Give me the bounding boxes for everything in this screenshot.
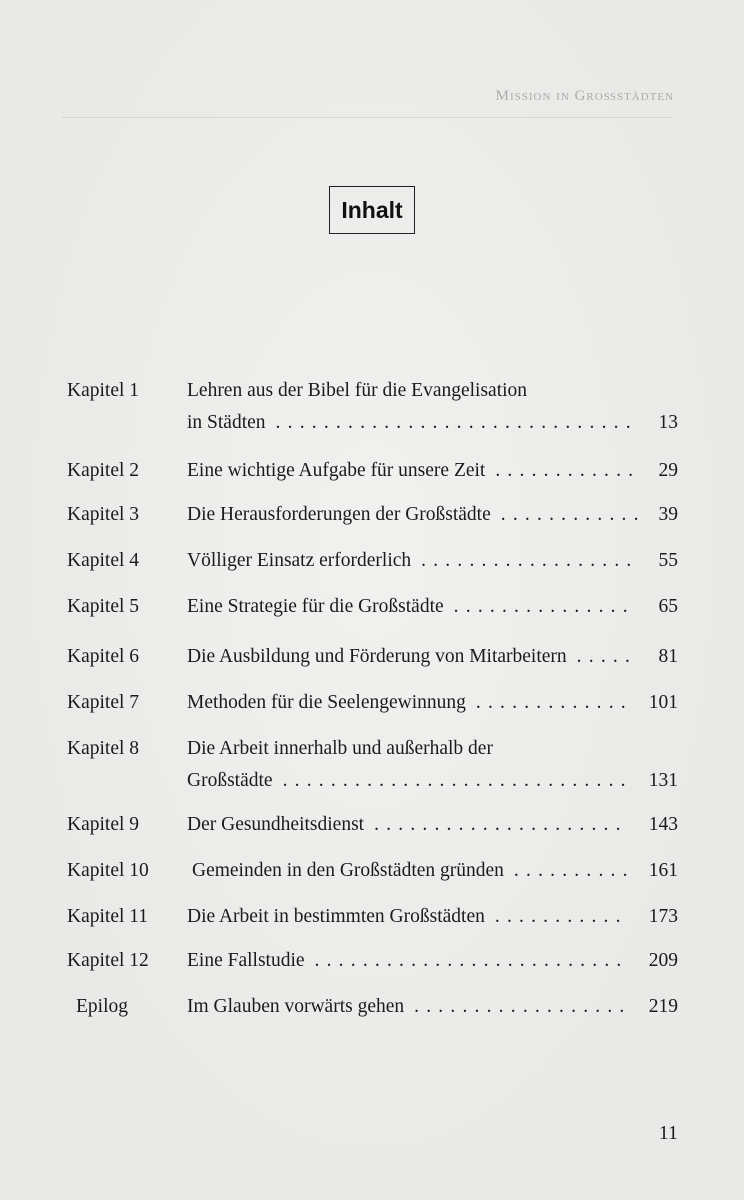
dot-leader: ............... <box>453 596 635 617</box>
dot-leader: ..... <box>576 646 638 667</box>
dot-leader: .......................... <box>314 950 629 971</box>
toc-entry-label: Kapitel 7 <box>67 692 140 713</box>
toc-entry-page: 209 <box>648 950 678 971</box>
running-head: Mission in Großstädten <box>495 88 674 104</box>
dot-leader: ............ <box>495 460 641 481</box>
toc-entry-label: Epilog <box>76 996 128 1017</box>
toc-entry-title: in Städten <box>187 412 266 433</box>
toc-entry-title: Die Arbeit innerhalb und außerhalb der <box>187 738 493 759</box>
dot-leader: ..................... <box>374 814 628 835</box>
dot-leader: .................. <box>421 550 639 571</box>
toc-entry-page: 173 <box>648 906 678 927</box>
toc-entry-title: Methoden für die Seelengewinnung <box>187 692 466 713</box>
toc-entry-page: 65 <box>658 596 678 617</box>
dot-leader: ........... <box>494 906 628 927</box>
dot-leader: .......... <box>513 860 635 881</box>
toc-entry-title: Eine Fallstudie <box>187 950 305 971</box>
toc-entry-label: Kapitel 1 <box>67 380 140 401</box>
toc-entry-title: Der Gesundheitsdienst <box>187 814 365 835</box>
toc-entry-label: Kapitel 11 <box>67 906 149 927</box>
toc-entry-label: Kapitel 10 <box>67 860 149 881</box>
toc-entry-title: Völliger Einsatz erforderlich <box>187 550 412 571</box>
toc-entry-page: 13 <box>658 412 678 433</box>
toc-entry-title: Die Herausforderungen der Großstädte <box>187 504 491 525</box>
toc-entry-title: Eine wichtige Aufgabe für unsere Zeit <box>187 460 486 481</box>
dot-leader: ............. <box>475 692 633 713</box>
contents-heading: Inhalt <box>329 186 415 234</box>
toc-entry-title: Großstädte <box>187 770 273 791</box>
toc-entry-page: 131 <box>648 770 678 791</box>
dot-leader: .................. <box>414 996 632 1017</box>
toc-entry-page: 101 <box>648 692 678 713</box>
toc-entry-page: 29 <box>658 460 678 481</box>
toc-entry-title: Eine Strategie für die Großstädte <box>187 596 444 617</box>
toc-entry-title: Die Ausbildung und Förderung von Mitarbeitern <box>187 646 567 667</box>
toc-entry-page: 161 <box>648 860 678 881</box>
dot-leader: ............ <box>500 504 646 525</box>
toc-entry-page: 219 <box>648 996 678 1017</box>
toc-entry-label: Kapitel 3 <box>67 504 140 525</box>
toc-entry-page: 39 <box>658 504 678 525</box>
toc-entry-page: 81 <box>658 646 678 667</box>
dot-leader: .............................. <box>275 412 638 433</box>
toc-entry-page: 143 <box>648 814 678 835</box>
toc-entry-title: Die Arbeit in bestimmten Großstädten <box>187 906 485 927</box>
toc-entry-label: Kapitel 6 <box>67 646 140 667</box>
toc-entry-label: Kapitel 8 <box>67 738 140 759</box>
toc-entry-label: Kapitel 12 <box>67 950 149 971</box>
toc-entry-page: 55 <box>658 550 678 571</box>
toc-entry-label: Kapitel 4 <box>67 550 140 571</box>
toc-entry-title: Gemeinden in den Großstädten gründen <box>192 860 504 881</box>
toc-entry-title: Lehren aus der Bibel für die Evangelisation <box>187 380 528 401</box>
toc-entry-title: Im Glauben vorwärts gehen <box>187 996 405 1017</box>
toc-entry-label: Kapitel 9 <box>67 814 140 835</box>
page-number: 11 <box>658 1122 678 1144</box>
dot-leader: ............................. <box>282 770 633 791</box>
toc-entry-label: Kapitel 2 <box>67 460 140 481</box>
toc-entry-label: Kapitel 5 <box>67 596 140 617</box>
